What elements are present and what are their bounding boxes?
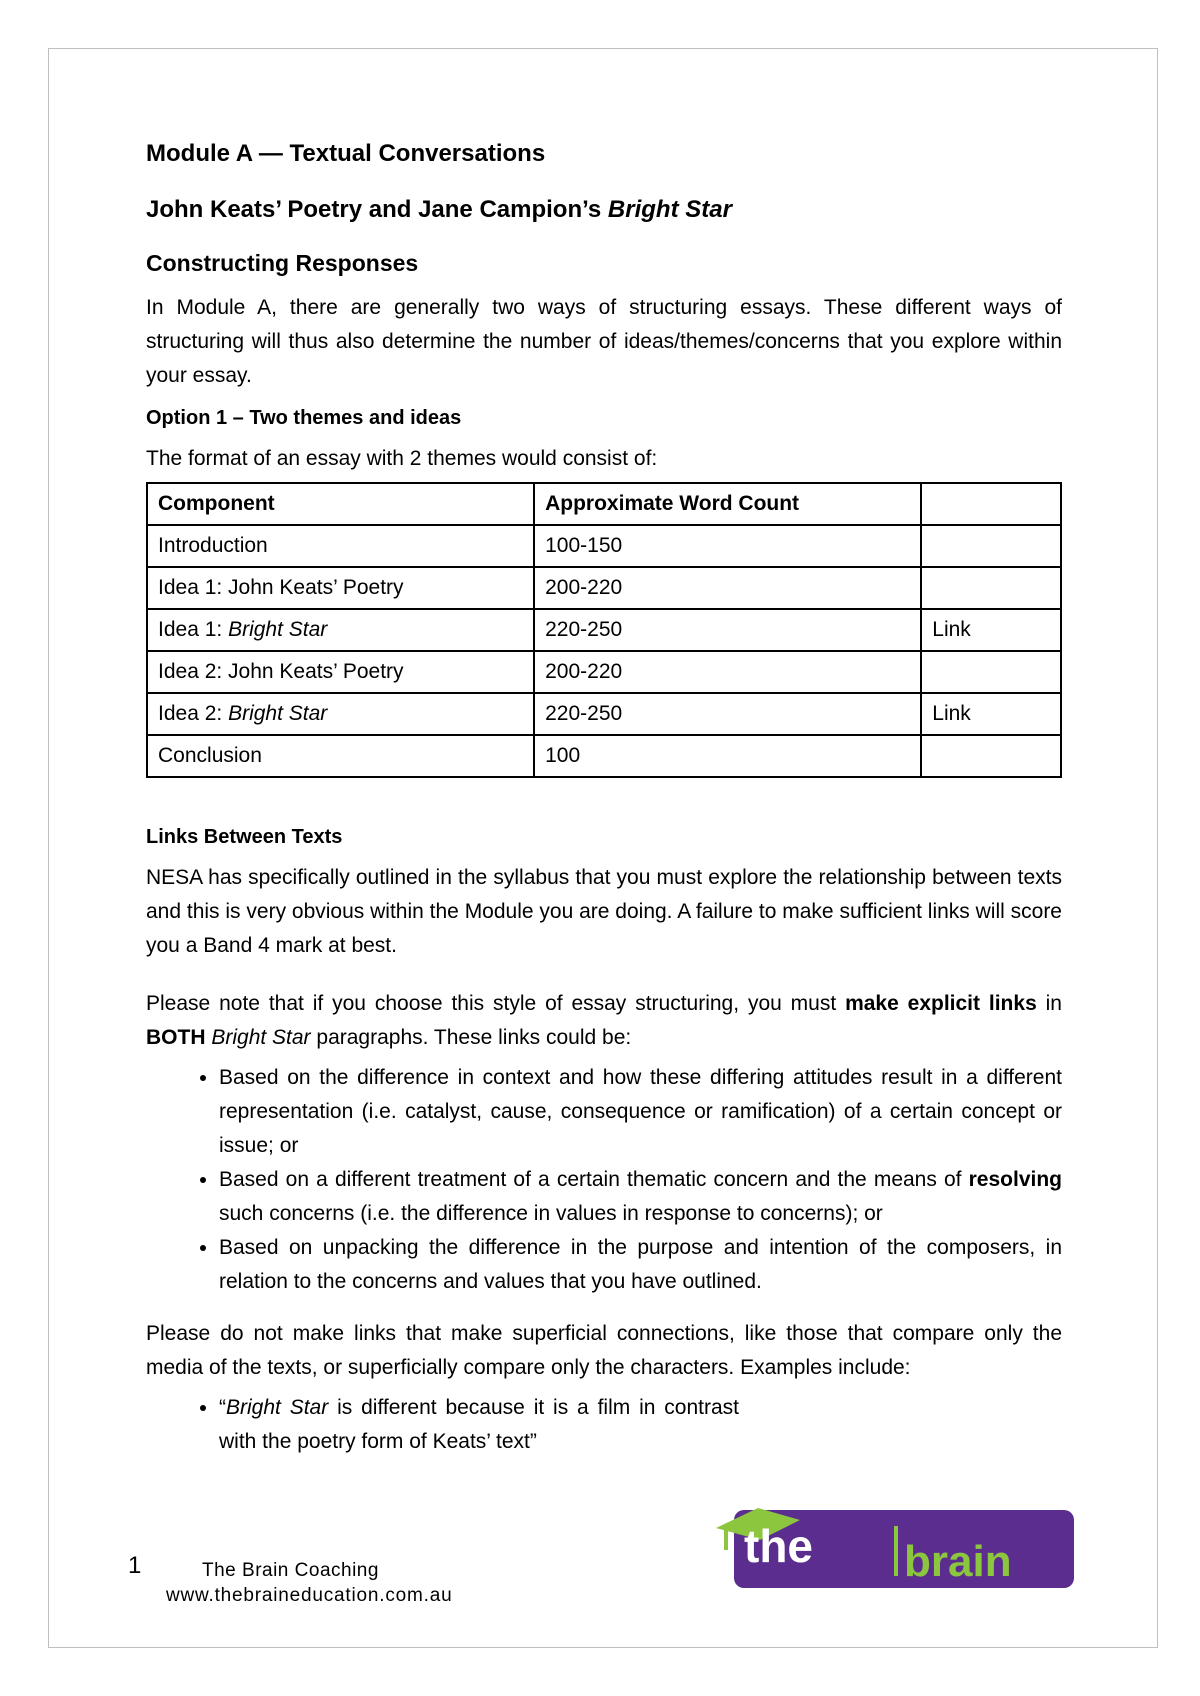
essay-structure-table [146, 482, 1062, 778]
table-row [147, 609, 1061, 651]
page-number: 1 [128, 1552, 142, 1579]
table-row [147, 567, 1061, 609]
title-prefix: John Keats’ Poetry and Jane Campion’s [146, 196, 608, 223]
row-count: 100 [534, 735, 921, 777]
title-italic: Bright Star [607, 196, 732, 223]
list-item: • Based on the difference in context and how these differing attitudes result in a different representation (i.e. catalyst, cause, consequence or ramification) of a certain concept or issue; or [219, 1061, 1062, 1163]
footer-url: www.thebraineducation.com.au [166, 1585, 453, 1606]
document-title [146, 196, 1062, 224]
link-types-list [146, 1061, 1062, 1299]
logo-divider [894, 1526, 898, 1576]
list-item: • “Bright Star is different because it is a film in contrast with the poetry form of Keats’ text” [219, 1391, 739, 1459]
table-row [147, 651, 1061, 693]
links-title: Links Between Texts [146, 826, 343, 848]
row-count: 200-220 [534, 567, 921, 609]
logo-word-brain: brain [904, 1537, 1012, 1586]
header-blank [921, 483, 1061, 525]
row-count: 220-250 [534, 693, 921, 735]
row-label: Idea 2: Bright Star [147, 693, 534, 735]
row-note: Link [921, 609, 1061, 651]
footer-org-name: The Brain Coaching [202, 1560, 379, 1581]
document-body [146, 140, 1062, 1473]
option1-lead: The format of an essay with 2 themes would consist of: [146, 447, 658, 470]
links-paragraph-1: NESA has specifically outlined in the syllabus that you must explore the relationship between texts and this is very obvious within the Module you are doing. A failure to make sufficient links will score you a Band 4 mark at best. [146, 866, 1062, 957]
row-note [921, 735, 1061, 777]
header-component: Component [147, 483, 534, 525]
row-count: 100-150 [534, 525, 921, 567]
row-note [921, 651, 1061, 693]
row-label: Conclusion [147, 735, 534, 777]
row-count: 200-220 [534, 651, 921, 693]
row-note [921, 567, 1061, 609]
list-item: • Based on a different treatment of a certain thematic concern and the means of resolving such concerns (i.e. the difference in values in response to concerns); or [219, 1163, 1062, 1231]
links-paragraph-2: Please note that if you choose this style of essay structuring, you must make explicit links in BOTH Bright Star paragraphs. These links could be: [146, 992, 1062, 1049]
table-row [147, 525, 1061, 567]
table-row [147, 735, 1061, 777]
logo-word-the: the [744, 1520, 813, 1572]
row-count: 220-250 [534, 609, 921, 651]
option1-title: Option 1 – Two themes and ideas [146, 407, 462, 429]
the-brain-logo [716, 1490, 1078, 1594]
table-header-row [147, 483, 1061, 525]
intro-paragraph: In Module A, there are generally two ways of structuring essays. These different ways of structuring will thus also determine the number of ideas/themes/concerns that you explore within your essay. [146, 296, 1062, 387]
section-title-constructing: Constructing Responses [146, 250, 419, 276]
row-label: Idea 1: John Keats’ Poetry [147, 567, 534, 609]
row-label: Introduction [147, 525, 534, 567]
row-label: Idea 1: Bright Star [147, 609, 534, 651]
links-paragraph-3: Please do not make links that make superficial connections, like those that compare only the media of the texts, or superficially compare only the characters. Examples include: [146, 1322, 1062, 1379]
header-word-count: Approximate Word Count [534, 483, 921, 525]
list-item: • Based on unpacking the difference in the purpose and intention of the composers, in relation to the concerns and values that you have outlined. [219, 1231, 1062, 1299]
cap-tassel [724, 1530, 728, 1550]
table-row [147, 693, 1061, 735]
row-label: Idea 2: John Keats’ Poetry [147, 651, 534, 693]
row-note [921, 525, 1061, 567]
module-heading: Module A — Textual Conversations [146, 140, 546, 167]
row-note: Link [921, 693, 1061, 735]
superficial-examples-list [146, 1391, 1062, 1459]
